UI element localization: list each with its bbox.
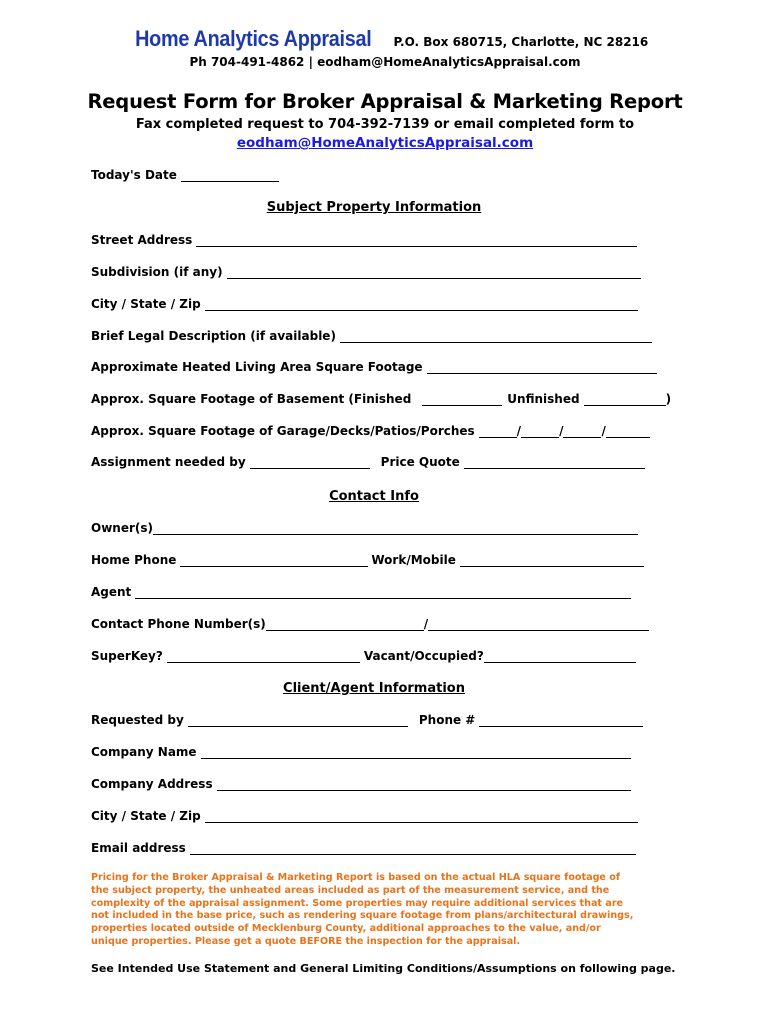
company-name-input[interactable] bbox=[201, 746, 631, 759]
contact-phone-slash: / bbox=[423, 617, 429, 631]
section-client-agent: Client/Agent Information bbox=[283, 681, 465, 696]
basement-finished-input[interactable] bbox=[422, 393, 502, 406]
contact-phone-field bbox=[91, 617, 649, 631]
home-phone-field bbox=[91, 553, 644, 567]
work-mobile-label: Work/Mobile bbox=[371, 553, 456, 567]
client-phone-input[interactable] bbox=[479, 714, 643, 727]
subdivision-input[interactable] bbox=[227, 266, 641, 279]
garage-slash: / bbox=[516, 424, 522, 438]
agent-input[interactable] bbox=[135, 586, 631, 599]
garage-field bbox=[91, 424, 650, 438]
company-address: P.O. Box 680715, Charlotte, NC 28216 bbox=[393, 35, 649, 49]
garage-input[interactable] bbox=[479, 425, 517, 438]
decks-slash: / bbox=[559, 424, 564, 438]
requested-by-label: Requested by bbox=[91, 713, 184, 727]
subdivision-field bbox=[91, 265, 641, 279]
client-city-input[interactable] bbox=[205, 810, 638, 823]
garage-label: Approx. Square Footage of Garage/Decks/Patios/Porches bbox=[91, 424, 475, 438]
company-name: Home Analytics Appraisal bbox=[134, 26, 372, 51]
contact-phone-input-1[interactable] bbox=[266, 618, 424, 631]
owners-label: Owner(s) bbox=[91, 521, 153, 535]
company-address-input[interactable] bbox=[217, 778, 631, 791]
form-subtitle bbox=[0, 116, 770, 153]
form-title: Request Form for Broker Appraisal & Marketing Report bbox=[87, 90, 683, 113]
basement-field bbox=[91, 392, 671, 406]
vacant-occupied-label: Vacant/Occupied? bbox=[363, 649, 484, 663]
assignment-label: Assignment needed by bbox=[91, 455, 246, 469]
client-phone-label: Phone # bbox=[418, 713, 476, 727]
subject-city-field bbox=[91, 297, 638, 311]
assignment-field bbox=[91, 455, 645, 469]
basement-unfinished-label: Unfinished bbox=[507, 392, 580, 406]
owners-input[interactable] bbox=[153, 522, 638, 535]
company-name-field bbox=[91, 745, 631, 759]
todays-date-label: Today's Date bbox=[91, 168, 177, 182]
street-address-label: Street Address bbox=[91, 233, 193, 247]
client-city-label: City / State / Zip bbox=[91, 809, 201, 823]
basement-unfinished-input[interactable] bbox=[584, 393, 666, 406]
company-name-label: Company Name bbox=[91, 745, 197, 759]
footer-note: See Intended Use Statement and General Limiting Conditions/Assumptions on following page. bbox=[91, 962, 676, 975]
brand-line bbox=[0, 26, 770, 52]
superkey-input[interactable] bbox=[167, 650, 360, 663]
email-link[interactable]: eodham@HomeAnalyticsAppraisal.com bbox=[236, 135, 534, 151]
superkey-field bbox=[91, 649, 636, 663]
section-subject-property: Subject Property Information bbox=[266, 200, 482, 215]
heated-area-input[interactable] bbox=[427, 361, 657, 374]
section-contact-info: Contact Info bbox=[329, 489, 419, 504]
assignment-input[interactable] bbox=[250, 456, 370, 469]
basement-finished-label: Approx. Square Footage of Basement (Finished bbox=[91, 392, 412, 406]
subject-city-label: City / State / Zip bbox=[91, 297, 201, 311]
contact-phone-label: Contact Phone Number(s) bbox=[91, 617, 266, 631]
email-address-label: Email address bbox=[91, 841, 186, 855]
basement-close-paren: ) bbox=[665, 392, 672, 406]
price-quote-input[interactable] bbox=[464, 456, 645, 469]
work-mobile-input[interactable] bbox=[460, 554, 644, 567]
letterhead bbox=[0, 26, 770, 69]
company-address-label: Company Address bbox=[91, 777, 213, 791]
company-address-field bbox=[91, 777, 631, 791]
fax-instruction: Fax completed request to 704-392-7139 or email completed form to bbox=[135, 117, 635, 132]
email-address-field bbox=[91, 841, 636, 855]
subdivision-label: Subdivision (if any) bbox=[91, 265, 223, 279]
email-address-input[interactable] bbox=[190, 842, 636, 855]
todays-date-field bbox=[91, 168, 279, 182]
home-phone-label: Home Phone bbox=[91, 553, 177, 567]
heated-area-label: Approximate Heated Living Area Square Footage bbox=[91, 360, 423, 374]
home-phone-input[interactable] bbox=[180, 554, 368, 567]
todays-date-input[interactable] bbox=[181, 169, 279, 182]
price-quote-label: Price Quote bbox=[380, 455, 460, 469]
legal-description-field bbox=[91, 329, 652, 343]
vacant-occupied-input[interactable] bbox=[484, 650, 636, 663]
agent-label: Agent bbox=[91, 585, 132, 599]
street-address-input[interactable] bbox=[196, 234, 637, 247]
street-address-field bbox=[91, 233, 637, 247]
agent-field bbox=[91, 585, 631, 599]
subject-city-input[interactable] bbox=[205, 298, 638, 311]
heated-area-field bbox=[91, 360, 657, 374]
requested-by-field bbox=[91, 713, 643, 727]
client-city-field bbox=[91, 809, 638, 823]
contact-phone-input-2[interactable] bbox=[428, 618, 649, 631]
pricing-note: Pricing for the Broker Appraisal & Marketing Report is based on the actual HLA square footage of the subject property, the unheated areas included as part of the measurement service, and the complexity of the appraisal assignment. Some properties may require additional services that are not included in the base price, such as rendering square footage from plans/architectural drawings, properties located outside of Mecklenburg County, additional approaches to the value, and/or unique properties. Please get a quote BEFORE the inspection for the appraisal. bbox=[91, 872, 634, 947]
company-contact: Ph 704-491-4862 | eodham@HomeAnalyticsAppraisal.com bbox=[189, 55, 581, 69]
requested-by-input[interactable] bbox=[188, 714, 408, 727]
porches-input[interactable] bbox=[606, 425, 650, 438]
owners-field bbox=[91, 521, 638, 535]
patios-input[interactable] bbox=[563, 425, 601, 438]
legal-description-label: Brief Legal Description (if available) bbox=[91, 329, 336, 343]
superkey-label: SuperKey? bbox=[91, 649, 163, 663]
legal-description-input[interactable] bbox=[340, 330, 652, 343]
patios-slash: / bbox=[601, 424, 606, 438]
decks-input[interactable] bbox=[521, 425, 559, 438]
